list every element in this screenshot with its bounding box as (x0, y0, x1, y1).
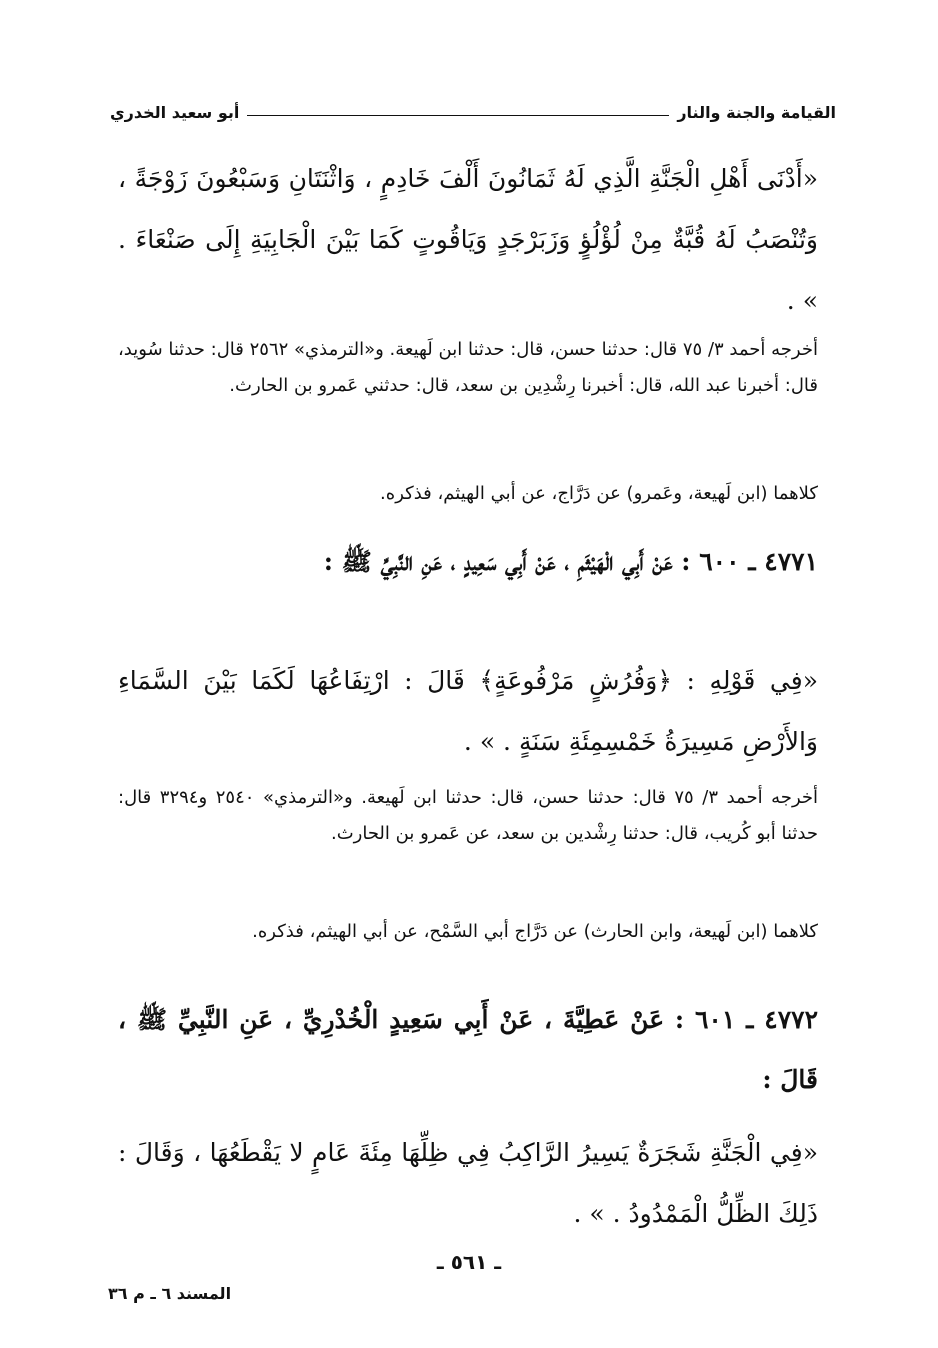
takhrij-note-2: كلاهما (ابن لَهيعة، وعَمرو) عن دَرَّاج، عن أبي الهيثم، فذكره. (380, 483, 818, 504)
takhrij-note-4: كلاهما (ابن لَهيعة، وابن الحارث) عن دَرَّاج أبي السَّمْح، عن أبي الهيثم، فذكره. (252, 921, 818, 942)
printer-signature: المسند ٦ ـ م ٣٦ (108, 1284, 232, 1303)
hadith-text-1: «أَدْنَى أَهْلِ الْجَنَّةِ الَّذِي لَهُ ثَمَانُونَ أَلْفَ خَادِمٍ ، وَاثْنَتَانِ وَسَبْعُونَ زَوْجَةً ، وَتُنْصَبُ لَهُ قُبَّةٌ مِنْ لُؤْلُؤٍ وَزَبَرْجَدٍ وَيَاقُوتٍ كَمَا بَيْنَ الْجَابِيَةِ إِلَى صَنْعَاءَ . » . (118, 164, 818, 315)
hadith-number-4771: ٤٧٧١ ـ ٦٠٠ : عَنْ أَبِي الْهَيْثَمِ ، عَنْ أَبِي سَعِيدٍ ، عَنِ النَّبِيِّ ﷺ : (323, 547, 818, 576)
takhrij-note-1: أخرجه أحمد ٣/ ٧٥ قال: حدثنا حسن، قال: حدثنا ابن لَهيعة. و«الترمذي» ٢٥٦٢ قال: حدثنا سُويد، قال: أخبرنا عبد الله، قال: أخبرنا رِشْدِين بن سعد، قال: حدثني عَمرو بن الحارث. (118, 339, 818, 396)
hadith-text-3: «فِي الْجَنَّةِ شَجَرَةٌ يَسِيرُ الرَّاكِبُ فِي ظِلِّهَا مِئَةَ عَامٍ لا يَقْطَعُهَا ، وَقَالَ : ذَلِكَ الظِّلُّ الْمَمْدُودُ . » . (118, 1138, 818, 1228)
page-number: ـ ٥٦١ ـ (436, 1250, 502, 1274)
header-book-title: القيامة والجنة والنار (677, 103, 836, 122)
header-rule (247, 115, 669, 116)
takhrij-note-3: أخرجه أحمد ٣/ ٧٥ قال: حدثنا حسن، قال: حدثنا ابن لَهيعة. و«الترمذي» ٢٥٤٠ و٣٢٩٤ قال: حدثنا أبو كُريب، قال: حدثنا رِشْدين بن سعد، عن عَمرو بن الحارث. (118, 787, 818, 844)
hadith-number-4772: ٤٧٧٢ ـ ٦٠١ : عَنْ عَطِيَّةَ ، عَنْ أَبِي سَعِيدٍ الْخُدْرِيِّ ، عَنِ النَّبِيِّ ﷺ ، قَالَ : (118, 1005, 818, 1094)
running-header (110, 92, 836, 122)
hadith-text-2: «فِي قَوْلِهِ : ﴿وَفُرُشٍ مَرْفُوعَةٍ﴾ قَالَ : ارْتِفَاعُهَا لَكَمَا بَيْنَ السَّمَاءِ وَالأَرْضِ مَسِيرَةُ خَمْسِمِئَةِ سَنَةٍ . » . (118, 666, 818, 756)
header-section-title: أبو سعيد الخدري (110, 103, 240, 122)
